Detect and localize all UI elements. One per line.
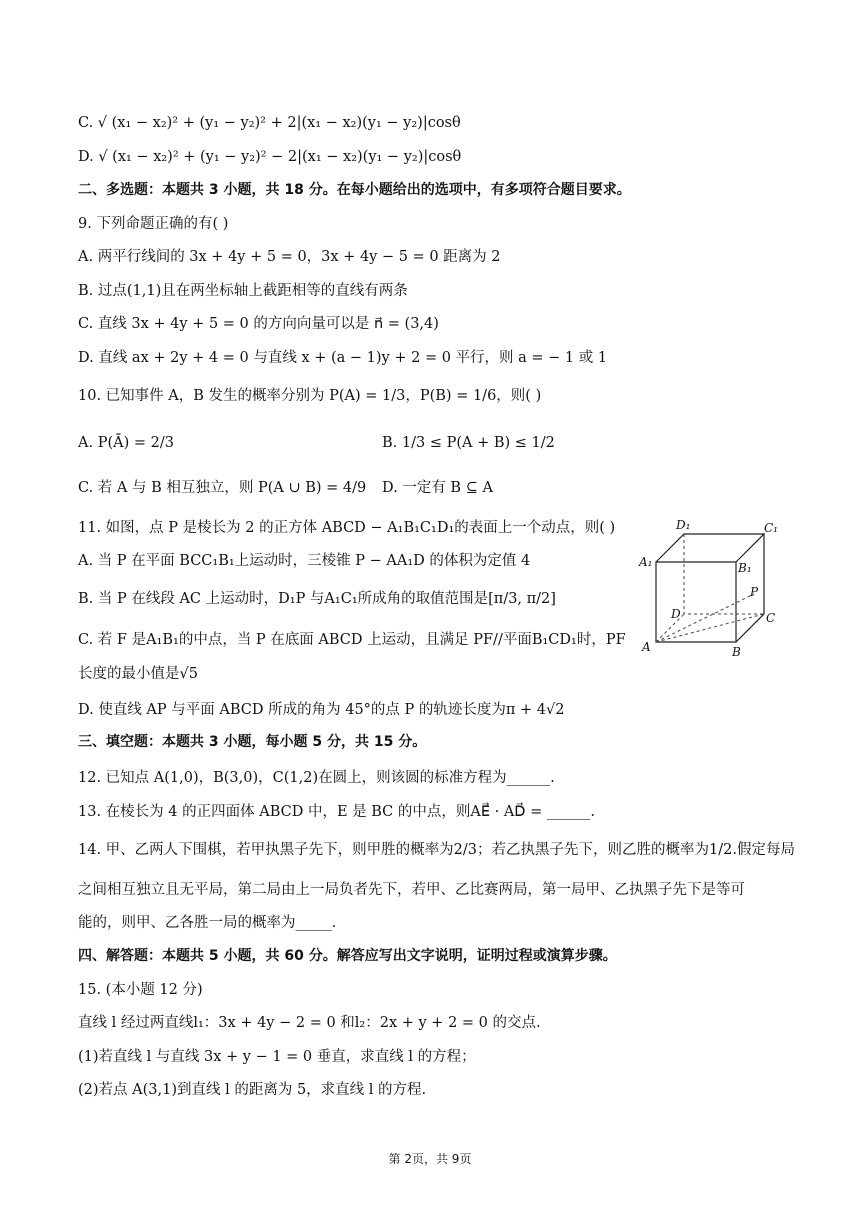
label-B: B <box>732 645 741 659</box>
question-11: 11. 如图，点 P 是棱长为 2 的正方体 ABCD − A₁B₁C₁D₁的表面上一个动点，则( ) <box>78 520 616 536</box>
label-D1: D₁ <box>676 518 691 532</box>
label-C1: C₁ <box>764 521 778 535</box>
question-9-option-c: C. 直线 3x + 4y + 5 = 0 的方向向量可以是 n⃗ = (3,4) <box>78 316 439 332</box>
question-14-line1: 14. 甲、乙两人下围棋，若甲执黑子先下，则甲胜的概率为2/3；若乙执黑子先下，则乙胜的概率为1/2.假定每局 <box>78 842 795 858</box>
question-12: 12. 已知点 A(1,0)，B(3,0)，C(1,2)在圆上，则该圆的标准方程为______. <box>78 770 555 786</box>
question-10-option-a: A. P(Ā) = 2/3 <box>78 435 174 451</box>
question-15-part-1: (1)若直线 l 与直线 3x + y − 1 = 0 垂直，求直线 l 的方程； <box>78 1049 476 1065</box>
question-10-option-d: D. 一定有 B ⊆ A <box>382 480 493 496</box>
label-A: A <box>642 640 651 654</box>
question-14-line3: 能的，则甲、乙各胜一局的概率为_____. <box>78 915 337 931</box>
label-B1: B₁ <box>738 561 752 575</box>
question-9: 9. 下列命题正确的有( ) <box>78 216 229 232</box>
option-8d: D. √ (x₁ − x₂)² + (y₁ − y₂)² − 2|(x₁ − x₂)(y₁ − y₂)|cosθ <box>78 149 462 165</box>
section-4-heading: 四、解答题：本题共 5 小题，共 60 分。解答应写出文字说明，证明过程或演算步骤。 <box>78 948 617 964</box>
question-15: 15. (本小题 12 分) <box>78 982 203 998</box>
section-3-heading: 三、填空题：本题共 3 小题，每小题 5 分，共 15 分。 <box>78 734 427 750</box>
label-D: D <box>671 607 681 621</box>
cube-figure <box>636 512 782 662</box>
question-9-option-a: A. 两平行线间的 3x + 4y + 5 = 0，3x + 4y − 5 = 0 距离为 2 <box>78 249 501 265</box>
question-11-option-a: A. 当 P 在平面 BCC₁B₁上运动时，三棱锥 P − AA₁D 的体积为定值 4 <box>78 553 531 569</box>
label-A1: A₁ <box>639 555 653 569</box>
section-2-heading: 二、多选题：本题共 3 小题，共 18 分。在每小题给出的选项中，有多项符合题目要求。 <box>78 182 631 198</box>
question-9-option-d: D. 直线 ax + 2y + 4 = 0 与直线 x + (a − 1)y + 2 = 0 平行，则 a = − 1 或 1 <box>78 350 608 366</box>
question-10: 10. 已知事件 A，B 发生的概率分别为 P(A) = 1/3，P(B) = 1/6，则( ) <box>78 388 542 404</box>
question-14-line2: 之间相互独立且无平局，第二局由上一局负者先下，若甲、乙比赛两局，第一局甲、乙执黑子先下是等可 <box>78 882 745 898</box>
question-10-option-b: B. 1/3 ≤ P(A + B) ≤ 1/2 <box>382 435 555 451</box>
label-C: C <box>766 611 776 625</box>
question-15-stem: 直线 l 经过两直线l₁：3x + 4y − 2 = 0 和l₂：2x + y + 2 = 0 的交点. <box>78 1015 541 1031</box>
page-footer: 第 2页，共 9页 <box>388 1152 472 1166</box>
question-11-option-b: B. 当 P 在线段 AC 上运动时，D₁P 与A₁C₁所成角的取值范围是[π/3, π/2] <box>78 591 556 607</box>
question-10-option-c: C. 若 A 与 B 相互独立，则 P(A ∪ B) = 4/9 <box>78 480 367 496</box>
question-11-option-c-line2: 长度的最小值是√5 <box>78 666 198 682</box>
option-8c: C. √ (x₁ − x₂)² + (y₁ − y₂)² + 2|(x₁ − x₂)(y₁ − y₂)|cosθ <box>78 115 461 131</box>
question-11-option-c-line1: C. 若 F 是A₁B₁的中点，当 P 在底面 ABCD 上运动，且满足 PF//平面B₁CD₁时，PF <box>78 632 626 648</box>
question-9-option-b: B. 过点(1,1)且在两坐标轴上截距相等的直线有两条 <box>78 283 408 299</box>
question-13: 13. 在棱长为 4 的正四面体 ABCD 中，E 是 BC 的中点，则AE⃗ · AD⃗ = ______. <box>78 804 595 820</box>
label-P: P <box>750 585 759 599</box>
question-15-part-2: (2)若点 A(3,1)到直线 l 的距离为 5，求直线 l 的方程. <box>78 1082 427 1098</box>
question-11-option-d: D. 使直线 AP 与平面 ABCD 所成的角为 45°的点 P 的轨迹长度为π + 4√2 <box>78 702 565 718</box>
